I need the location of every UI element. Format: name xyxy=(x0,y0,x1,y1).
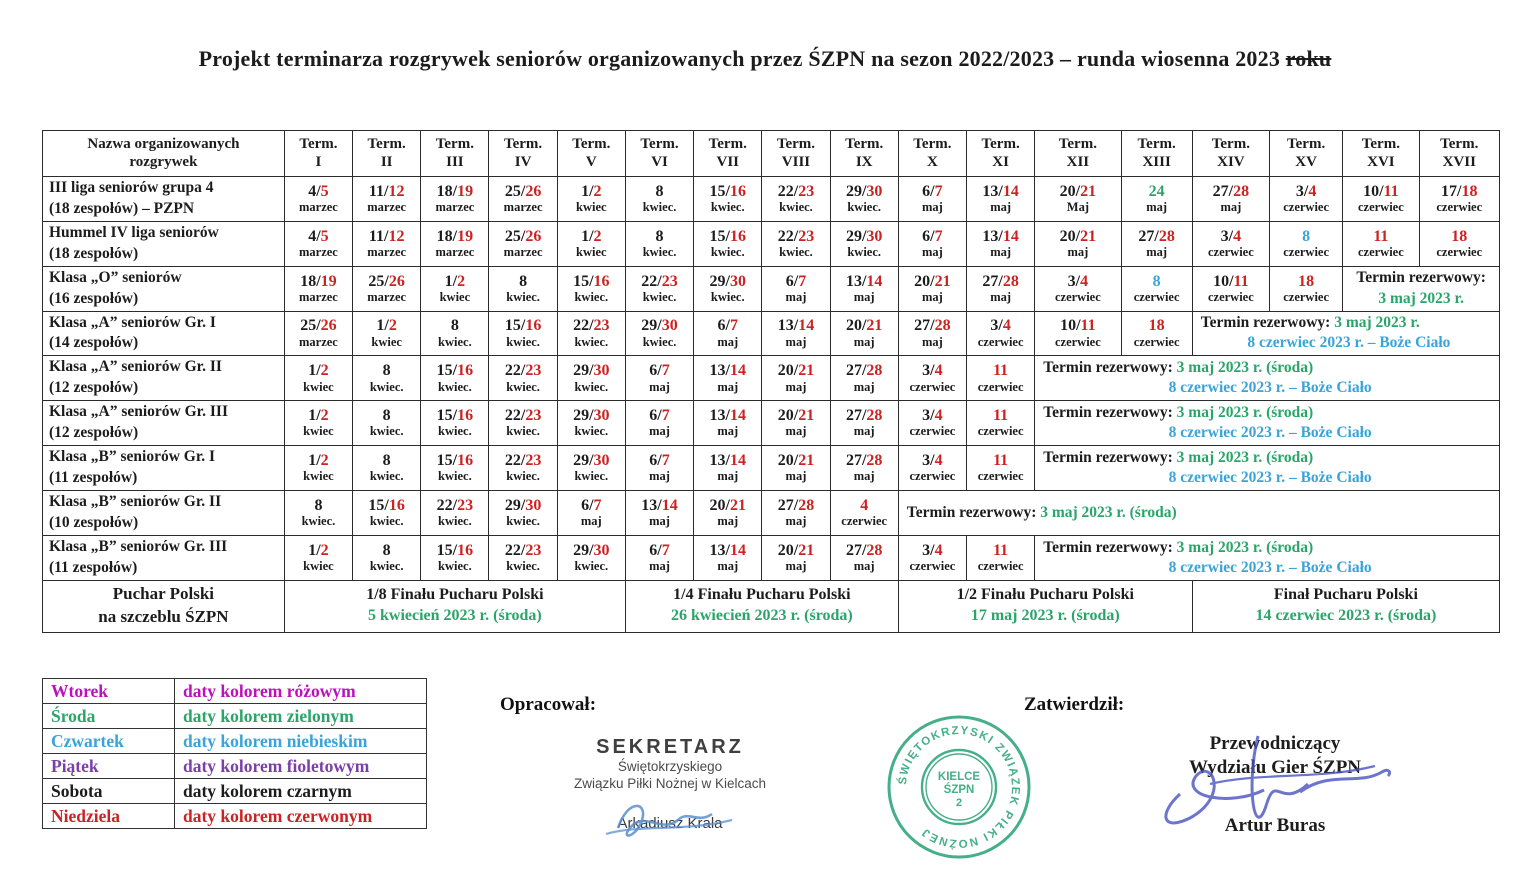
competition-name: III liga seniorów grupa 4 (18 zespołów) – PZPN xyxy=(43,177,285,222)
date-cell: 4/5 marzec xyxy=(284,221,352,266)
date-cell: 4 czerwiec xyxy=(830,490,898,535)
date-cell: 25/26 marzec xyxy=(489,221,557,266)
column-header-term-XII: Term. XII xyxy=(1035,131,1121,177)
handwritten-signature-left xyxy=(600,784,750,844)
legend-day: Piątek xyxy=(43,754,175,779)
date-cell: 3/4 czerwiec xyxy=(1192,221,1269,266)
competition-row xyxy=(43,177,1500,222)
date-cell: 22/23 kwiec. xyxy=(762,177,830,222)
date-cell: 18/19 marzec xyxy=(284,266,352,311)
competition-row xyxy=(43,401,1500,446)
date-cell: 20/21 maj xyxy=(762,535,830,580)
date-cell: 27/28 maj xyxy=(762,490,830,535)
reserve-date-cell: Termin rezerwowy: 3 maj 2023 r. 8 czerwiec 2023 r. – Boże Ciało xyxy=(1192,311,1499,356)
legend-row xyxy=(43,679,427,704)
legend-description: daty kolorem zielonym xyxy=(175,704,427,729)
sekretarz-signature-block xyxy=(540,736,800,832)
date-cell: 1/2 kwiec xyxy=(284,401,352,446)
date-cell: 22/23 kwiec. xyxy=(489,401,557,446)
date-cell: 20/21 maj xyxy=(762,446,830,491)
handwritten-signature-right xyxy=(1140,714,1410,854)
date-cell: 6/7 maj xyxy=(694,311,762,356)
date-cell: 29/30 kwiec. xyxy=(557,535,625,580)
date-cell: 8 kwiec. xyxy=(421,311,489,356)
day-color-legend xyxy=(42,678,427,829)
date-cell: 8 kwiec. xyxy=(353,535,421,580)
date-cell: 11 czerwiec xyxy=(967,535,1035,580)
date-cell: 10/11 czerwiec xyxy=(1192,266,1269,311)
date-cell: 22/23 kwiec. xyxy=(421,490,489,535)
column-header-term-V: Term. V xyxy=(557,131,625,177)
cup-stage-cell: 1/8 Finału Pucharu Polski 5 kwiecień 2023 r. (środa) xyxy=(284,580,625,632)
legend-description: daty kolorem niebieskim xyxy=(175,729,427,754)
przewodniczacy-line2: Wydziału Gier ŚZPN xyxy=(1188,756,1362,778)
column-header-competition-name: Nazwa organizowanych rozgrywek xyxy=(43,131,285,177)
date-cell: 8 czerwiec xyxy=(1270,221,1343,266)
date-cell: 11 czerwiec xyxy=(1343,221,1419,266)
date-cell: 13/14 maj xyxy=(967,177,1035,222)
date-cell: 18/19 marzec xyxy=(421,177,489,222)
date-cell: 27/28 maj xyxy=(830,446,898,491)
sekretarz-name: Arkadiusz Krala xyxy=(617,814,723,832)
date-cell: 20/21 Maj xyxy=(1035,177,1121,222)
date-cell: 3/4 czerwiec xyxy=(898,356,966,401)
date-cell: 20/21 maj xyxy=(830,311,898,356)
column-header-term-XIV: Term. XIV xyxy=(1192,131,1269,177)
reserve-date-cell: Termin rezerwowy: 3 maj 2023 r. (środa) 8 czerwiec 2023 r. – Boże Ciało xyxy=(1035,446,1500,491)
date-cell: 22/23 kwiec. xyxy=(489,356,557,401)
date-cell: 15/16 kwiec. xyxy=(353,490,421,535)
competition-row xyxy=(43,535,1500,580)
stamp-center-line3: 2 xyxy=(955,797,963,809)
competition-row xyxy=(43,311,1500,356)
date-cell: 4/5 marzec xyxy=(284,177,352,222)
zatwierdzil-label: Zatwierdził: xyxy=(1024,694,1125,715)
sekretarz-line1: Świętokrzyskiego xyxy=(617,759,723,774)
date-cell: 29/30 kwiec. xyxy=(830,221,898,266)
date-cell: 18 czerwiec xyxy=(1121,311,1192,356)
date-cell: 1/2 kwiec xyxy=(557,221,625,266)
legend-day: Sobota xyxy=(43,779,175,804)
date-cell: 20/21 maj xyxy=(762,401,830,446)
competition-name: Klasa „A” seniorów Gr. III (12 zespołów) xyxy=(43,401,285,446)
date-cell: 1/2 kwiec xyxy=(353,311,421,356)
legend-row xyxy=(43,804,427,829)
sekretarz-title: SEKRETARZ xyxy=(596,736,744,758)
date-cell: 29/30 kwiec. xyxy=(625,311,693,356)
date-cell: 15/16 kwiec. xyxy=(421,401,489,446)
date-cell: 29/30 kwiec. xyxy=(557,401,625,446)
competition-name: Klasa „B” seniorów Gr. III (11 zespołów) xyxy=(43,535,285,580)
legend-description: daty kolorem fioletowym xyxy=(175,754,427,779)
column-header-term-II: Term. II xyxy=(353,131,421,177)
date-cell: 13/14 maj xyxy=(625,490,693,535)
competition-name: Hummel IV liga seniorów (18 zespołów) xyxy=(43,221,285,266)
date-cell: 13/14 maj xyxy=(694,446,762,491)
competition-row xyxy=(43,221,1500,266)
stamp-center-line2: ŚZPN xyxy=(943,784,975,796)
date-cell: 29/30 kwiec. xyxy=(830,177,898,222)
column-header-term-VI: Term. VI xyxy=(625,131,693,177)
date-cell: 13/14 maj xyxy=(967,221,1035,266)
date-cell: 11 czerwiec xyxy=(967,446,1035,491)
date-cell: 24 maj xyxy=(1121,177,1192,222)
competition-name: Klasa „B” seniorów Gr. II (10 zespołów) xyxy=(43,490,285,535)
cup-stage-cell: Finał Pucharu Polski 14 czerwiec 2023 r. (środa) xyxy=(1192,580,1499,632)
date-cell: 3/4 czerwiec xyxy=(1035,266,1121,311)
schedule-table xyxy=(42,130,1500,633)
date-cell: 6/7 maj xyxy=(898,221,966,266)
date-cell: 27/28 maj xyxy=(898,311,966,356)
competition-row xyxy=(43,266,1500,311)
competition-name: Klasa „O” seniorów (16 zespołów) xyxy=(43,266,285,311)
date-cell: 22/23 kwiec. xyxy=(557,311,625,356)
legend-day: Wtorek xyxy=(43,679,175,704)
competition-row xyxy=(43,490,1500,535)
date-cell: 11/12 marzec xyxy=(353,221,421,266)
column-header-term-XI: Term. XI xyxy=(967,131,1035,177)
date-cell: 3/4 czerwiec xyxy=(967,311,1035,356)
date-cell: 20/21 maj xyxy=(762,356,830,401)
date-cell: 22/23 kwiec. xyxy=(489,446,557,491)
date-cell: 10/11 czerwiec xyxy=(1035,311,1121,356)
date-cell: 29/30 kwiec. xyxy=(557,446,625,491)
stamp-center-line1: KIELCE xyxy=(937,771,981,783)
date-cell: 3/4 czerwiec xyxy=(898,401,966,446)
legend-day: Niedziela xyxy=(43,804,175,829)
date-cell: 17/18 czerwiec xyxy=(1419,177,1500,222)
date-cell: 8 kwiec. xyxy=(353,401,421,446)
date-cell: 13/14 maj xyxy=(694,356,762,401)
date-cell: 13/14 maj xyxy=(694,401,762,446)
schedule-header-row xyxy=(43,131,1500,177)
page-title: Projekt terminarza rozgrywek seniorów organizowanych przez ŚZPN na sezon 2022/2023 – runda wiosenna 2023 roku xyxy=(198,46,1332,71)
opracowal-label: Opracował: xyxy=(500,694,597,715)
column-header-term-XIII: Term. XIII xyxy=(1121,131,1192,177)
date-cell: 8 kwiec. xyxy=(284,490,352,535)
reserve-date-cell: Termin rezerwowy: 3 maj 2023 r. (środa) 8 czerwiec 2023 r. – Boże Ciało xyxy=(1035,535,1500,580)
date-cell: 27/28 maj xyxy=(830,535,898,580)
column-header-term-I: Term. I xyxy=(284,131,352,177)
date-cell: 3/4 czerwiec xyxy=(898,535,966,580)
date-cell: 8 kwiec. xyxy=(353,356,421,401)
date-cell: 1/2 kwiec xyxy=(284,356,352,401)
date-cell: 22/23 kwiec. xyxy=(625,266,693,311)
competition-name: Klasa „A” seniorów Gr. II (12 zespołów) xyxy=(43,356,285,401)
date-cell: 20/21 maj xyxy=(898,266,966,311)
date-cell: 8 kwiec. xyxy=(353,446,421,491)
legend-description: daty kolorem czarnym xyxy=(175,779,427,804)
legend-description: daty kolorem różowym xyxy=(175,679,427,704)
date-cell: 18 czerwiec xyxy=(1270,266,1343,311)
date-cell: 18/19 marzec xyxy=(421,221,489,266)
date-cell: 15/16 kwiec. xyxy=(421,356,489,401)
date-cell: 29/30 kwiec. xyxy=(694,266,762,311)
date-cell: 20/21 maj xyxy=(1035,221,1121,266)
reserve-date-cell: Termin rezerwowy: 3 maj 2023 r. (środa) xyxy=(898,490,1499,535)
date-cell: 1/2 kwiec xyxy=(284,535,352,580)
date-cell: 10/11 czerwiec xyxy=(1343,177,1419,222)
date-cell: 13/14 maj xyxy=(830,266,898,311)
column-header-term-XV: Term. XV xyxy=(1270,131,1343,177)
date-cell: 25/26 marzec xyxy=(353,266,421,311)
reserve-date-cell: Termin rezerwowy: 3 maj 2023 r. xyxy=(1343,266,1500,311)
date-cell: 20/21 maj xyxy=(694,490,762,535)
date-cell: 8 kwiec. xyxy=(489,266,557,311)
date-cell: 27/28 maj xyxy=(1121,221,1192,266)
date-cell: 1/2 kwiec xyxy=(557,177,625,222)
date-cell: 15/16 kwiec. xyxy=(421,535,489,580)
date-cell: 6/7 maj xyxy=(625,446,693,491)
date-cell: 1/2 kwiec xyxy=(421,266,489,311)
date-cell: 15/16 kwiec. xyxy=(694,177,762,222)
competition-name: Klasa „A” seniorów Gr. I (14 zespołów) xyxy=(43,311,285,356)
date-cell: 27/28 maj xyxy=(967,266,1035,311)
column-header-term-XVII: Term. XVII xyxy=(1419,131,1500,177)
date-cell: 11 czerwiec xyxy=(967,401,1035,446)
column-header-term-VIII: Term. VIII xyxy=(762,131,830,177)
date-cell: 6/7 maj xyxy=(625,535,693,580)
column-header-term-IV: Term. IV xyxy=(489,131,557,177)
legend-row xyxy=(43,729,427,754)
date-cell: 6/7 maj xyxy=(557,490,625,535)
column-header-term-IX: Term. IX xyxy=(830,131,898,177)
date-cell: 6/7 maj xyxy=(625,356,693,401)
competition-name: Klasa „B” seniorów Gr. I (11 zespołów) xyxy=(43,446,285,491)
przewodniczacy-name: Artur Buras xyxy=(1224,814,1326,836)
date-cell: 8 kwiec. xyxy=(625,221,693,266)
legend-row xyxy=(43,704,427,729)
date-cell: 27/28 maj xyxy=(1192,177,1269,222)
date-cell: 6/7 maj xyxy=(625,401,693,446)
cup-name: Puchar Polski na szczeblu ŚZPN xyxy=(43,580,285,632)
date-cell: 8 kwiec. xyxy=(625,177,693,222)
column-header-term-X: Term. X xyxy=(898,131,966,177)
date-cell: 25/26 marzec xyxy=(284,311,352,356)
date-cell: 15/16 kwiec. xyxy=(421,446,489,491)
date-cell: 6/7 maj xyxy=(762,266,830,311)
date-cell: 13/14 maj xyxy=(694,535,762,580)
column-header-term-VII: Term. VII xyxy=(694,131,762,177)
sekretarz-line2: Związku Piłki Nożnej w Kielcach xyxy=(573,775,767,791)
date-cell: 18 czerwiec xyxy=(1419,221,1500,266)
date-cell: 22/23 kwiec. xyxy=(489,535,557,580)
date-cell: 6/7 maj xyxy=(898,177,966,222)
date-cell: 1/2 kwiec xyxy=(284,446,352,491)
legend-row xyxy=(43,754,427,779)
date-cell: 27/28 maj xyxy=(830,401,898,446)
przewodniczacy-signature-block xyxy=(1160,732,1390,837)
date-cell: 15/16 kwiec. xyxy=(694,221,762,266)
legend-day: Środa xyxy=(43,704,175,729)
date-cell: 15/16 kwiec. xyxy=(557,266,625,311)
cup-stage-cell: 1/2 Finału Pucharu Polski 17 maj 2023 r. (środa) xyxy=(898,580,1192,632)
date-cell: 25/26 marzec xyxy=(489,177,557,222)
date-cell: 3/4 czerwiec xyxy=(898,446,966,491)
date-cell: 22/23 kwiec. xyxy=(762,221,830,266)
date-cell: 29/30 kwiec. xyxy=(557,356,625,401)
date-cell: 11 czerwiec xyxy=(967,356,1035,401)
legend-description: daty kolorem czerwonym xyxy=(175,804,427,829)
date-cell: 11/12 marzec xyxy=(353,177,421,222)
column-header-term-XVI: Term. XVI xyxy=(1343,131,1419,177)
przewodniczacy-line1: Przewodniczący xyxy=(1209,733,1341,754)
cup-stage-cell: 1/4 Finału Pucharu Polski 26 kwiecień 2023 r. (środa) xyxy=(625,580,898,632)
legend-day: Czwartek xyxy=(43,729,175,754)
reserve-date-cell: Termin rezerwowy: 3 maj 2023 r. (środa) 8 czerwiec 2023 r. – Boże Ciało xyxy=(1035,356,1500,401)
competition-row xyxy=(43,356,1500,401)
date-cell: 29/30 kwiec. xyxy=(489,490,557,535)
legend-row xyxy=(43,779,427,804)
date-cell: 8 czerwiec xyxy=(1121,266,1192,311)
reserve-date-cell: Termin rezerwowy: 3 maj 2023 r. (środa) 8 czerwiec 2023 r. – Boże Ciało xyxy=(1035,401,1500,446)
stamp-ring-text: ŚWIĘTOKRZYSKI ZWIĄZEK PIŁKI NOŻNEJ xyxy=(896,724,1022,850)
title-struck-word: roku xyxy=(1285,46,1332,71)
date-cell: 13/14 maj xyxy=(762,311,830,356)
cup-row xyxy=(43,580,1500,632)
date-cell: 3/4 czerwiec xyxy=(1270,177,1343,222)
round-stamp xyxy=(884,712,1034,867)
date-cell: 15/16 kwiec. xyxy=(489,311,557,356)
date-cell: 27/28 maj xyxy=(830,356,898,401)
competition-row xyxy=(43,446,1500,491)
column-header-term-III: Term. III xyxy=(421,131,489,177)
